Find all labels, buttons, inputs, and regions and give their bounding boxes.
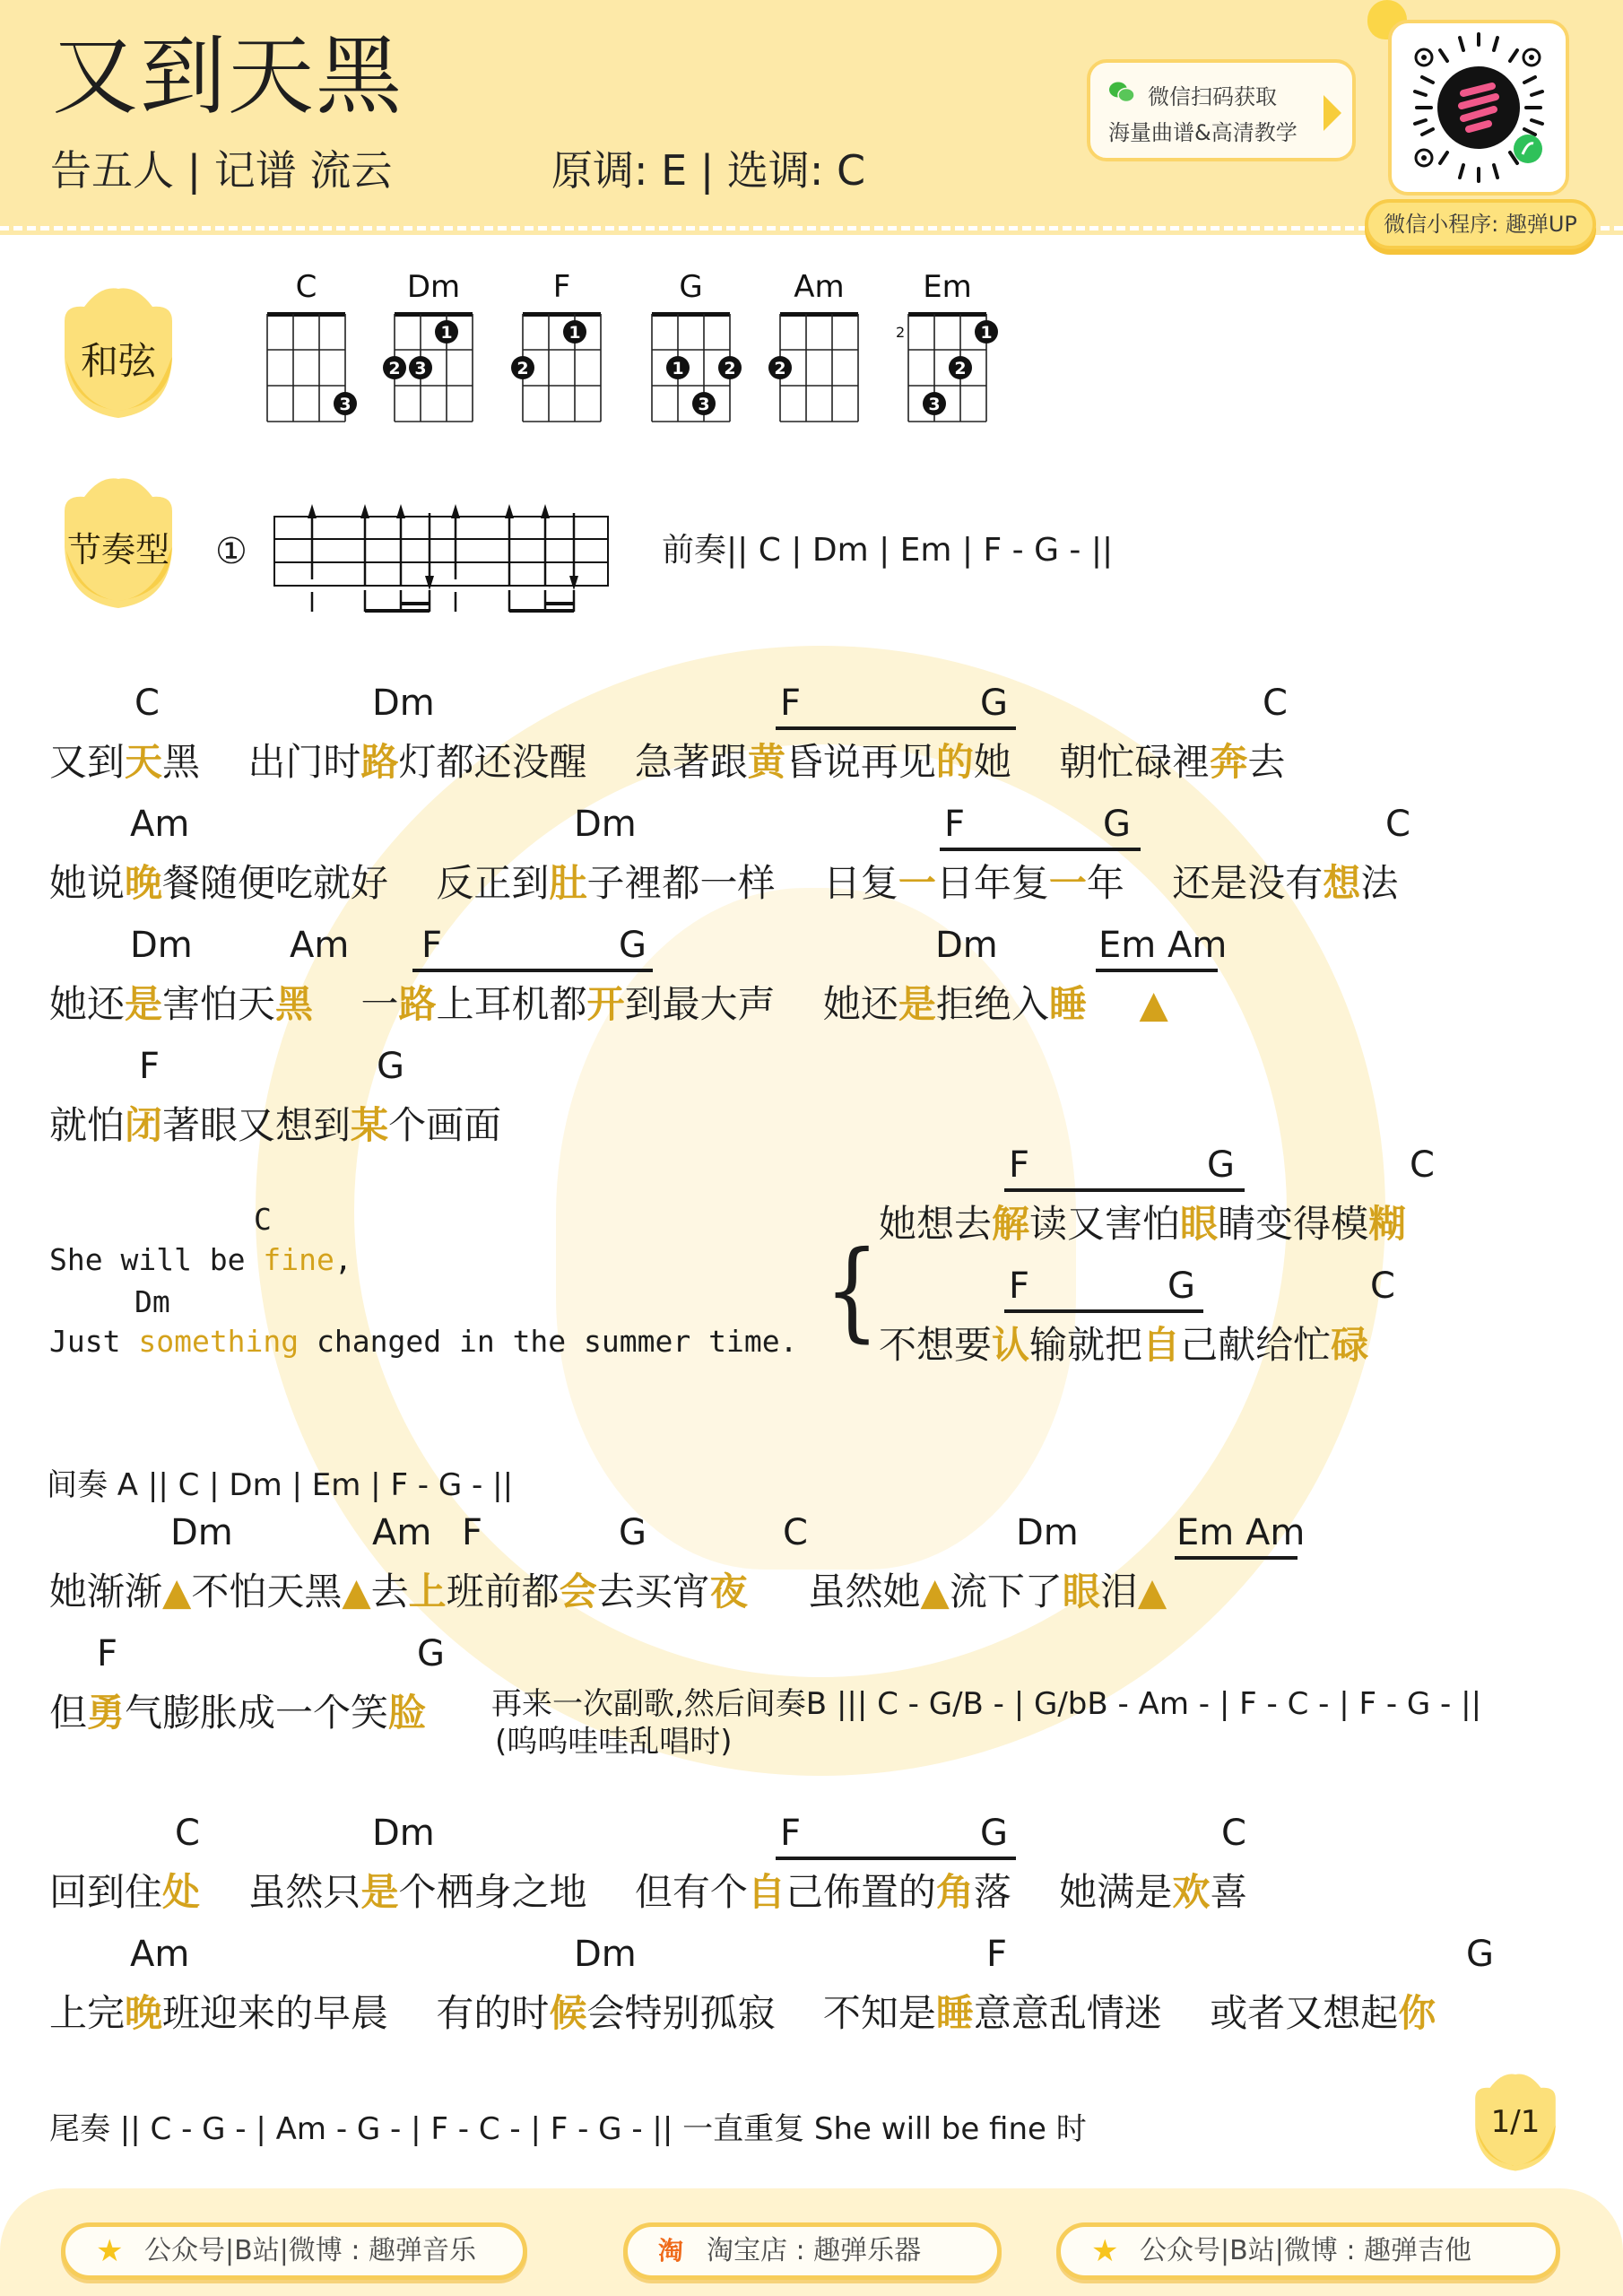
rhythm-section-label: 节奏型 xyxy=(66,530,169,570)
qr-code-icon xyxy=(1392,23,1566,192)
chord-label: Am xyxy=(290,925,350,966)
lyric-highlight: 天 xyxy=(125,740,163,784)
lyric-text: 流下了 xyxy=(949,1570,1063,1613)
lyric-highlight: ▲ xyxy=(920,1570,950,1613)
lyric-highlight: 脸 xyxy=(388,1691,427,1735)
lyric-highlight: 眼 xyxy=(1062,1570,1100,1613)
chord-label: C xyxy=(1263,683,1288,724)
chord-label: F xyxy=(780,683,802,724)
lyric-highlight: 解 xyxy=(992,1202,1030,1246)
chord-label: G xyxy=(1103,804,1131,845)
rhythm-number: ① xyxy=(215,531,247,572)
lyric-text: 法 xyxy=(1360,861,1399,905)
lyric-text: 去 xyxy=(1247,740,1286,784)
chord-label: Em Am xyxy=(1098,925,1228,966)
artist-credit: 告五人 | 记谱 流云 xyxy=(50,146,393,195)
lyric-text: 她想去 xyxy=(879,1202,993,1246)
lyric-highlight: 一 xyxy=(1048,861,1087,905)
page-badge xyxy=(1462,2072,1569,2172)
chord-label: Dm xyxy=(170,1512,233,1553)
lyric-line xyxy=(879,1202,1406,1247)
lyric-highlight: 路 xyxy=(398,982,437,1026)
lyric-text: 会特别孤寂 不知是 xyxy=(586,1991,936,2035)
lyric-highlight: 角 xyxy=(935,1870,974,1914)
lyric-highlight: ▲ xyxy=(162,1570,192,1613)
lyric-text: 她说 xyxy=(49,861,126,905)
lyric-text: 睛变得模 xyxy=(1218,1202,1369,1246)
lyric-highlight: 晚 xyxy=(125,1991,163,2035)
chord-label: F xyxy=(97,1633,118,1674)
chord-label: F xyxy=(944,804,966,845)
lyric-text: 不想要 xyxy=(879,1323,993,1367)
lyric-highlight: 眼 xyxy=(1180,1202,1219,1246)
star-icon: ★ xyxy=(96,2233,124,2269)
lyric-highlight: 自 xyxy=(747,1870,785,1914)
chord-label: F xyxy=(139,1046,161,1087)
chord-label: C xyxy=(1221,1813,1246,1854)
lyric-text: 但 xyxy=(49,1691,88,1735)
lyric-line xyxy=(879,1323,1368,1368)
outro-progression: 尾奏 || C - G - | Am - G - | F - C - | F - G - || 一直重复 She will be fine 时 xyxy=(49,2111,1087,2147)
chord-label: C xyxy=(1410,1144,1435,1186)
lyric-text: She will be xyxy=(49,1242,264,1277)
chord-diagram-dm xyxy=(388,269,490,439)
svg-text:1: 1 xyxy=(980,323,993,343)
lyric-highlight: 是 xyxy=(360,1870,399,1914)
lyric-text: 喜 xyxy=(1210,1870,1248,1914)
chord-label: C xyxy=(1370,1265,1395,1307)
lyric-highlight: 闭 xyxy=(125,1103,163,1147)
chord-label: Am xyxy=(130,1934,190,1975)
lyric-text: 一 xyxy=(313,982,399,1026)
chord-label: F xyxy=(462,1512,483,1553)
svg-text:1: 1 xyxy=(568,323,581,343)
chord-label: Dm xyxy=(574,1934,637,1975)
lyric-highlight: 黑 xyxy=(275,982,314,1026)
svg-text:3: 3 xyxy=(414,359,427,378)
lyric-line xyxy=(49,1991,1436,2036)
promo-line-2: 海量曲谱&高清教学 xyxy=(1108,120,1298,145)
lyric-text: 黑 出门时 xyxy=(162,740,361,784)
lyric-text: 班迎来的早晨 有的时 xyxy=(162,1991,550,2035)
lyric-highlight: 睡 xyxy=(1048,982,1087,1026)
footer-link-1[interactable] xyxy=(61,2222,527,2280)
lyric-text: 不怕天黑 xyxy=(191,1570,343,1613)
strum-pattern-icon xyxy=(269,502,614,614)
svg-text:2: 2 xyxy=(954,359,967,378)
lyric-highlight: 的 xyxy=(935,740,974,784)
lyric-highlight: 糊 xyxy=(1368,1202,1407,1246)
chord-label: C xyxy=(783,1512,808,1553)
chord-label: G xyxy=(619,1512,647,1553)
lyric-highlight: fine xyxy=(263,1242,334,1277)
lyric-highlight: 处 xyxy=(162,1870,201,1914)
lyric-text: 个栖身之地 但有个 xyxy=(398,1870,748,1914)
arrow-right-icon xyxy=(1324,95,1341,131)
lyric-text: 气膨胀成一个笑 xyxy=(125,1691,389,1735)
chord-diagram-name: Dm xyxy=(406,269,461,305)
lyric-highlight: 一 xyxy=(898,861,936,905)
wechat-icon xyxy=(1108,81,1135,104)
lyric-text: 输就把 xyxy=(1029,1323,1143,1367)
chord-diagram-name: F xyxy=(552,269,571,305)
lyric-highlight: 夜 xyxy=(709,1570,748,1613)
lyric-text: 去 xyxy=(370,1570,409,1613)
qr-code[interactable] xyxy=(1388,20,1569,196)
lyric-highlight: 肚 xyxy=(549,861,587,905)
mini-program-pill[interactable]: 微信小程序: 趣弹UP xyxy=(1365,199,1596,249)
lyric-highlight: 奔 xyxy=(1210,740,1248,784)
svg-text:2: 2 xyxy=(388,359,401,378)
lyric-highlight: 候 xyxy=(549,1991,587,2035)
chord-diagram-name: Am xyxy=(794,269,845,305)
chord-label: F xyxy=(1009,1265,1030,1307)
lyric-line xyxy=(49,982,1168,1027)
lyric-highlight: 自 xyxy=(1142,1323,1181,1367)
chord-underline xyxy=(776,1857,1016,1860)
svg-text:1: 1 xyxy=(672,359,684,378)
repeat-note: 再来一次副歌,然后间奏B ||| C - G/B - | G/bB - Am - | F - C - | F - G - || xyxy=(491,1686,1482,1722)
footer-link-label: 公众号|B站|微博 : 趣弹吉他 xyxy=(1140,2235,1471,2266)
chord-underline xyxy=(1004,1188,1245,1192)
chord-diagram-f xyxy=(516,269,619,439)
chord-label: Dm xyxy=(135,1284,170,1319)
chord-label: G xyxy=(619,925,647,966)
lyric-text: 就怕 xyxy=(49,1103,126,1147)
lyric-text: 子裡都一样 日复 xyxy=(586,861,898,905)
chord-underline xyxy=(940,848,1141,851)
chord-label: Am xyxy=(130,804,190,845)
chord-underline xyxy=(412,969,653,972)
footer-link-2[interactable] xyxy=(623,2222,1002,2280)
english-lyric-line xyxy=(49,1324,797,1359)
promo-bubble[interactable] xyxy=(1087,59,1356,161)
brace-icon: { xyxy=(824,1229,880,1353)
svg-text:2: 2 xyxy=(724,359,736,378)
interlude-a: 间奏 A || C | Dm | Em | F - G - || xyxy=(47,1467,514,1503)
lyric-highlight: 开 xyxy=(586,982,625,1026)
chord-underline xyxy=(1175,1556,1298,1560)
lyric-highlight: 某 xyxy=(351,1103,389,1147)
chord-label: C xyxy=(254,1202,272,1237)
footer-link-label: 淘宝店 : 趣弹乐器 xyxy=(707,2235,922,2266)
lyric-text: 读又害怕 xyxy=(1029,1202,1181,1246)
svg-text:2: 2 xyxy=(896,324,906,341)
chord-diagram-c xyxy=(267,269,363,439)
lyric-highlight: 睡 xyxy=(935,1991,974,2035)
chord-label: Dm xyxy=(935,925,998,966)
lyric-text: 她还 xyxy=(49,982,126,1026)
chord-label: Dm xyxy=(1016,1512,1079,1553)
chords-section-badge xyxy=(47,285,190,420)
star-icon: ★ xyxy=(1091,2233,1119,2269)
lyric-highlight: 路 xyxy=(360,740,399,784)
chord-diagram-g xyxy=(652,269,748,439)
chord-label: Dm xyxy=(372,683,435,724)
chord-label: F xyxy=(421,925,443,966)
lyric-highlight: 晚 xyxy=(125,861,163,905)
chord-label: Dm xyxy=(574,804,637,845)
chord-label: F xyxy=(780,1813,802,1854)
chord-label: F xyxy=(986,1934,1008,1975)
lyric-text: 她 朝忙碌裡 xyxy=(973,740,1211,784)
lyric-text: 回到住 xyxy=(49,1870,163,1914)
repeat-note-sub: (呜呜哇哇乱唱时) xyxy=(495,1724,733,1760)
lyric-text: 昏说再见 xyxy=(785,740,936,784)
lyric-text: Just xyxy=(49,1324,139,1359)
lyric-highlight: 会 xyxy=(559,1570,597,1613)
promo-line-1: 微信扫码获取 xyxy=(1148,84,1277,109)
lyric-text: 年 还是没有 xyxy=(1086,861,1324,905)
lyric-highlight: 碌 xyxy=(1331,1323,1369,1367)
english-lyric-line xyxy=(49,1242,352,1277)
chord-label: G xyxy=(1167,1265,1195,1307)
lyric-text: 她渐渐 xyxy=(49,1570,163,1613)
lyric-text: 意意乱情迷 或者又想起 xyxy=(973,1991,1399,2035)
chord-diagram-name: G xyxy=(679,269,703,305)
footer-link-label: 公众号|B站|微博 : 趣弹音乐 xyxy=(144,2235,476,2266)
lyric-line xyxy=(49,1691,426,1735)
chord-underline xyxy=(1096,969,1218,972)
lyric-text: 到最大声 她还 xyxy=(624,982,898,1026)
svg-text:3: 3 xyxy=(339,395,352,414)
lyric-text: changed in the summer time. xyxy=(299,1324,798,1359)
lyric-text: 餐随便吃就好 反正到 xyxy=(162,861,550,905)
lyric-line xyxy=(49,1103,501,1148)
chord-label: G xyxy=(417,1633,445,1674)
chord-label: C xyxy=(135,683,160,724)
chord-label: Dm xyxy=(372,1813,435,1854)
lyric-highlight: 是 xyxy=(125,982,163,1026)
lyric-text: 拒绝入 xyxy=(935,982,1049,1026)
lyric-text: 虽然她 xyxy=(747,1570,921,1613)
lyric-text: 上完 xyxy=(49,1991,126,2035)
lyric-line xyxy=(49,1870,1247,1915)
lyric-text: 班前都 xyxy=(446,1570,560,1613)
chord-label: G xyxy=(980,683,1008,724)
rhythm-section-badge xyxy=(47,475,190,610)
chord-diagram-em xyxy=(896,269,1004,439)
lyric-highlight: ▲ xyxy=(1086,982,1168,1026)
lyric-text: 虽然只 xyxy=(200,1870,361,1914)
lyric-highlight: ▲ xyxy=(1137,1570,1167,1613)
chord-label: G xyxy=(1207,1144,1235,1186)
lyric-highlight: 认 xyxy=(992,1323,1030,1367)
chord-label: Dm xyxy=(130,925,193,966)
lyric-text: 去买宵 xyxy=(596,1570,710,1613)
lyric-text: 又到 xyxy=(49,740,126,784)
lyric-text: 己佈置的 xyxy=(785,1870,936,1914)
chord-diagram-name: C xyxy=(295,269,317,305)
page-number: 1/1 xyxy=(1490,2104,1541,2140)
lyric-text: 落 她满是 xyxy=(973,1870,1173,1914)
chord-label: Am xyxy=(372,1512,432,1553)
chords-section-label: 和弦 xyxy=(80,339,156,383)
lyric-text: 个画面 xyxy=(388,1103,502,1147)
lyric-text: 著眼又想到 xyxy=(162,1103,352,1147)
lyric-highlight: 上 xyxy=(408,1570,447,1613)
svg-text:1: 1 xyxy=(440,323,453,343)
chord-label: C xyxy=(175,1813,200,1854)
lyric-highlight: ▲ xyxy=(342,1570,371,1613)
chord-underline xyxy=(1004,1309,1203,1313)
chord-label: C xyxy=(1385,804,1410,845)
chord-underline xyxy=(776,726,1016,730)
chord-diagram-am xyxy=(774,269,876,439)
lyric-line xyxy=(49,1570,1167,1614)
taobao-icon: 淘 xyxy=(658,2236,684,2266)
lyric-text: 日年复 xyxy=(935,861,1049,905)
lyric-text: 灯都还没醒 急著跟 xyxy=(398,740,748,784)
svg-text:3: 3 xyxy=(698,395,710,414)
lyric-line xyxy=(49,861,1398,906)
lyric-highlight: 勇 xyxy=(87,1691,126,1735)
svg-text:2: 2 xyxy=(774,359,786,378)
chord-label: G xyxy=(377,1046,404,1087)
svg-text:3: 3 xyxy=(928,395,941,414)
lyric-highlight: 想 xyxy=(1323,861,1361,905)
footer-link-3[interactable] xyxy=(1056,2222,1560,2280)
chord-label: F xyxy=(1009,1144,1030,1186)
chord-label: G xyxy=(1466,1934,1494,1975)
chord-label: Em Am xyxy=(1176,1512,1306,1553)
lyric-text: 泪 xyxy=(1099,1570,1138,1613)
lyric-text: 害怕天 xyxy=(162,982,276,1026)
lyric-highlight: 黄 xyxy=(747,740,785,784)
lyric-text: 己献给忙 xyxy=(1180,1323,1332,1367)
prelude-progression: 前奏|| C | Dm | Em | F - G - || xyxy=(662,532,1114,569)
lyric-text: 上耳机都 xyxy=(436,982,587,1026)
lyric-highlight: 你 xyxy=(1398,1991,1436,2035)
chord-diagram-name: Em xyxy=(923,269,972,305)
lyric-highlight: something xyxy=(138,1324,299,1359)
svg-text:2: 2 xyxy=(516,359,529,378)
key-info: 原调: E | 选调: C xyxy=(551,146,866,195)
lyric-highlight: 欢 xyxy=(1172,1870,1211,1914)
song-title: 又到天黑 xyxy=(52,26,404,126)
lyric-highlight: 是 xyxy=(898,982,936,1026)
lyric-line xyxy=(49,740,1285,785)
chord-label: G xyxy=(980,1813,1008,1854)
lyric-text: , xyxy=(334,1242,352,1277)
